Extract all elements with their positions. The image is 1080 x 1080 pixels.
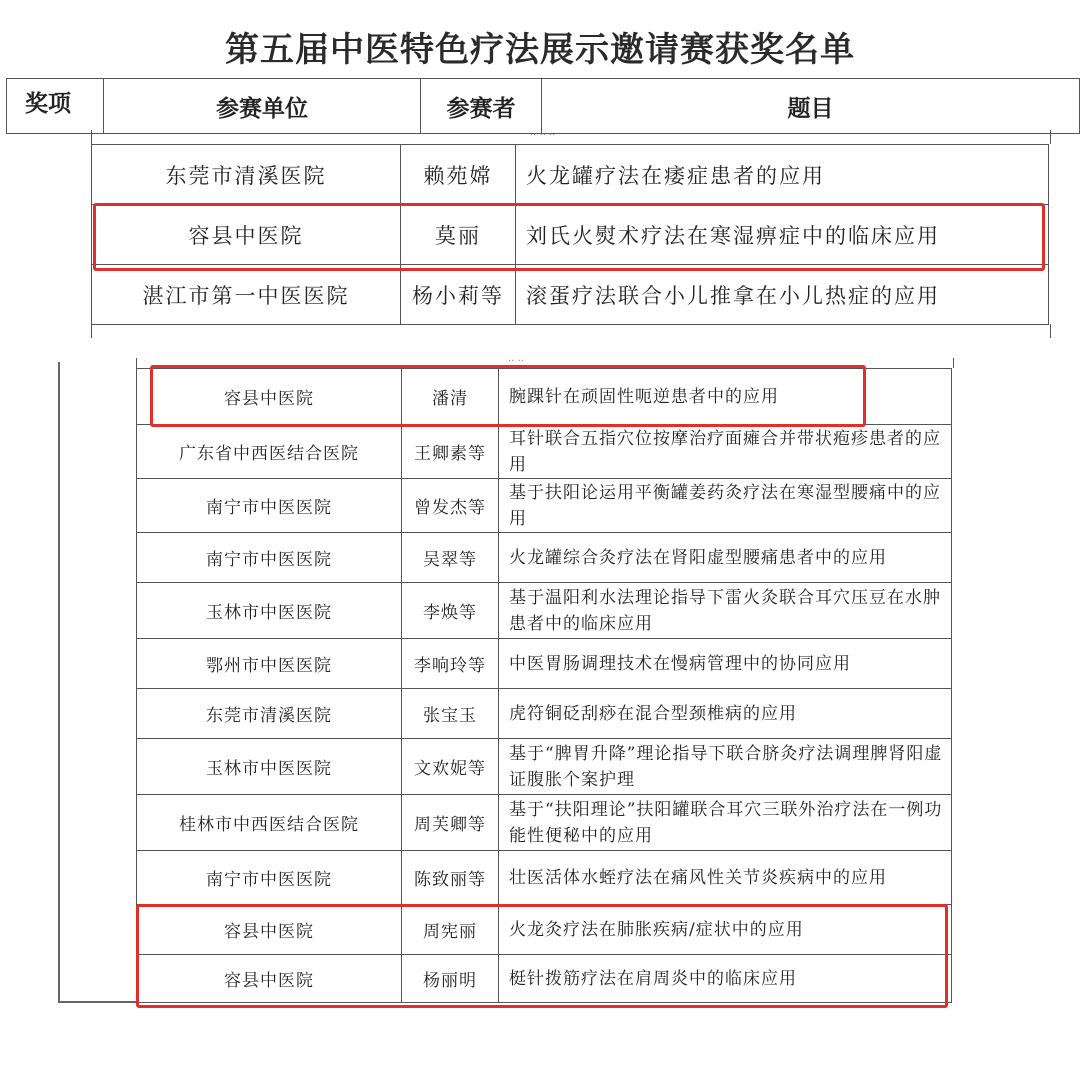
participant-cell: 周芙卿等	[402, 795, 499, 851]
table-row	[92, 145, 1049, 205]
page-title: 第五届中医特色疗法展示邀请赛获奖名单	[225, 30, 855, 70]
topic-cell: 刘氏火熨术疗法在寒湿痹症中的临床应用	[516, 205, 1049, 265]
fragment1-award-column	[6, 134, 92, 338]
topic-cell: 基于扶阳论运用平衡罐姜药灸疗法在寒湿型腰痛中的应用	[499, 479, 952, 533]
unit-cell: 玉林市中医医院	[137, 583, 402, 639]
unit-cell: 南宁市中医医院	[137, 851, 402, 905]
participant-cell: 文欢妮等	[402, 739, 499, 795]
header-award: 奖项	[7, 79, 104, 134]
topic-cell: 基于温阳利水法理论指导下雷火灸联合耳穴压豆在水肿患者中的临床应用	[499, 583, 952, 639]
unit-cell: 容县中医院	[137, 369, 402, 425]
table-row	[137, 533, 952, 583]
table-row	[137, 479, 952, 533]
header-unit: 参赛单位	[104, 79, 421, 134]
unit-cell: 南宁市中医医院	[137, 533, 402, 583]
participant-cell: 杨小莉等	[401, 265, 516, 325]
unit-cell: 南宁市中医医院	[137, 479, 402, 533]
fragment2-cut-top	[136, 358, 954, 368]
fragment1-cut-text: ·· ·· ··	[530, 130, 556, 141]
fragment1-cut-top	[91, 130, 1051, 144]
unit-cell: 湛江市第一中医医院	[92, 265, 401, 325]
participant-cell: 王卿素等	[402, 425, 499, 479]
participant-cell: 李焕等	[402, 583, 499, 639]
unit-cell: 玉林市中医医院	[137, 739, 402, 795]
topic-cell: 壮医活体水蛭疗法在痛风性关节炎疾病中的应用	[499, 851, 952, 905]
participant-cell: 周宪丽	[402, 905, 499, 955]
topic-cell: 基于“扶阳理论”扶阳罐联合耳穴三联外治疗法在一例功能性便秘中的应用	[499, 795, 952, 851]
fragment2-left-border	[58, 362, 60, 1002]
table-row	[137, 955, 952, 1003]
table-row	[137, 851, 952, 905]
table-row	[137, 425, 952, 479]
topic-cell: 梃针拨筋疗法在肩周炎中的临床应用	[499, 955, 952, 1003]
participant-cell: 赖苑嫦	[401, 145, 516, 205]
unit-cell: 容县中医院	[92, 205, 401, 265]
table-row	[137, 639, 952, 689]
participant-cell: 张宝玉	[402, 689, 499, 739]
header-participant: 参赛者	[421, 79, 542, 134]
table-header	[6, 78, 1080, 134]
unit-cell: 东莞市清溪医院	[92, 145, 401, 205]
topic-cell: 中医胃肠调理技术在慢病管理中的协同应用	[499, 639, 952, 689]
unit-cell: 桂林市中西医结合医院	[137, 795, 402, 851]
participant-cell: 曾发杰等	[402, 479, 499, 533]
participant-cell: 潘清	[402, 369, 499, 425]
participant-cell: 李响玲等	[402, 639, 499, 689]
topic-cell: 火龙灸疗法在肺胀疾病/症状中的应用	[499, 905, 952, 955]
unit-cell: 东莞市清溪医院	[137, 689, 402, 739]
unit-cell: 容县中医院	[137, 905, 402, 955]
topic-cell: 耳针联合五指穴位按摩治疗面瘫合并带状疱疹患者的应用	[499, 425, 952, 479]
participant-cell: 吴翠等	[402, 533, 499, 583]
fragment2-bottom-border	[58, 1001, 138, 1003]
table-row	[92, 205, 1049, 265]
table-row	[137, 369, 952, 425]
topic-cell: 火龙罐综合灸疗法在肾阳虚型腰痛患者中的应用	[499, 533, 952, 583]
fragment2-cut-text: ·· ··	[508, 356, 524, 367]
header-topic: 题目	[542, 79, 1080, 134]
topic-cell: 滚蛋疗法联合小儿推拿在小儿热症的应用	[516, 265, 1049, 325]
fragment1-cut-bottom	[91, 324, 1051, 338]
unit-cell: 广东省中西医结合医院	[137, 425, 402, 479]
unit-cell: 鄂州市中医医院	[137, 639, 402, 689]
participant-cell: 杨丽明	[402, 955, 499, 1003]
fragment2-table	[136, 368, 952, 1003]
topic-cell: 虎符铜砭刮痧在混合型颈椎病的应用	[499, 689, 952, 739]
fragment1-table	[91, 144, 1049, 325]
participant-cell: 莫丽	[401, 205, 516, 265]
table-row	[137, 905, 952, 955]
table-row	[137, 739, 952, 795]
participant-cell: 陈致丽等	[402, 851, 499, 905]
table-row	[92, 265, 1049, 325]
table-row	[137, 583, 952, 639]
topic-cell: 基于“脾胃升降”理论指导下联合脐灸疗法调理脾肾阳虚证腹胀个案护理	[499, 739, 952, 795]
table-row	[137, 795, 952, 851]
topic-cell: 火龙罐疗法在痿症患者的应用	[516, 145, 1049, 205]
unit-cell: 容县中医院	[137, 955, 402, 1003]
topic-cell: 腕踝针在顽固性呃逆患者中的应用	[499, 369, 952, 425]
table-row	[137, 689, 952, 739]
